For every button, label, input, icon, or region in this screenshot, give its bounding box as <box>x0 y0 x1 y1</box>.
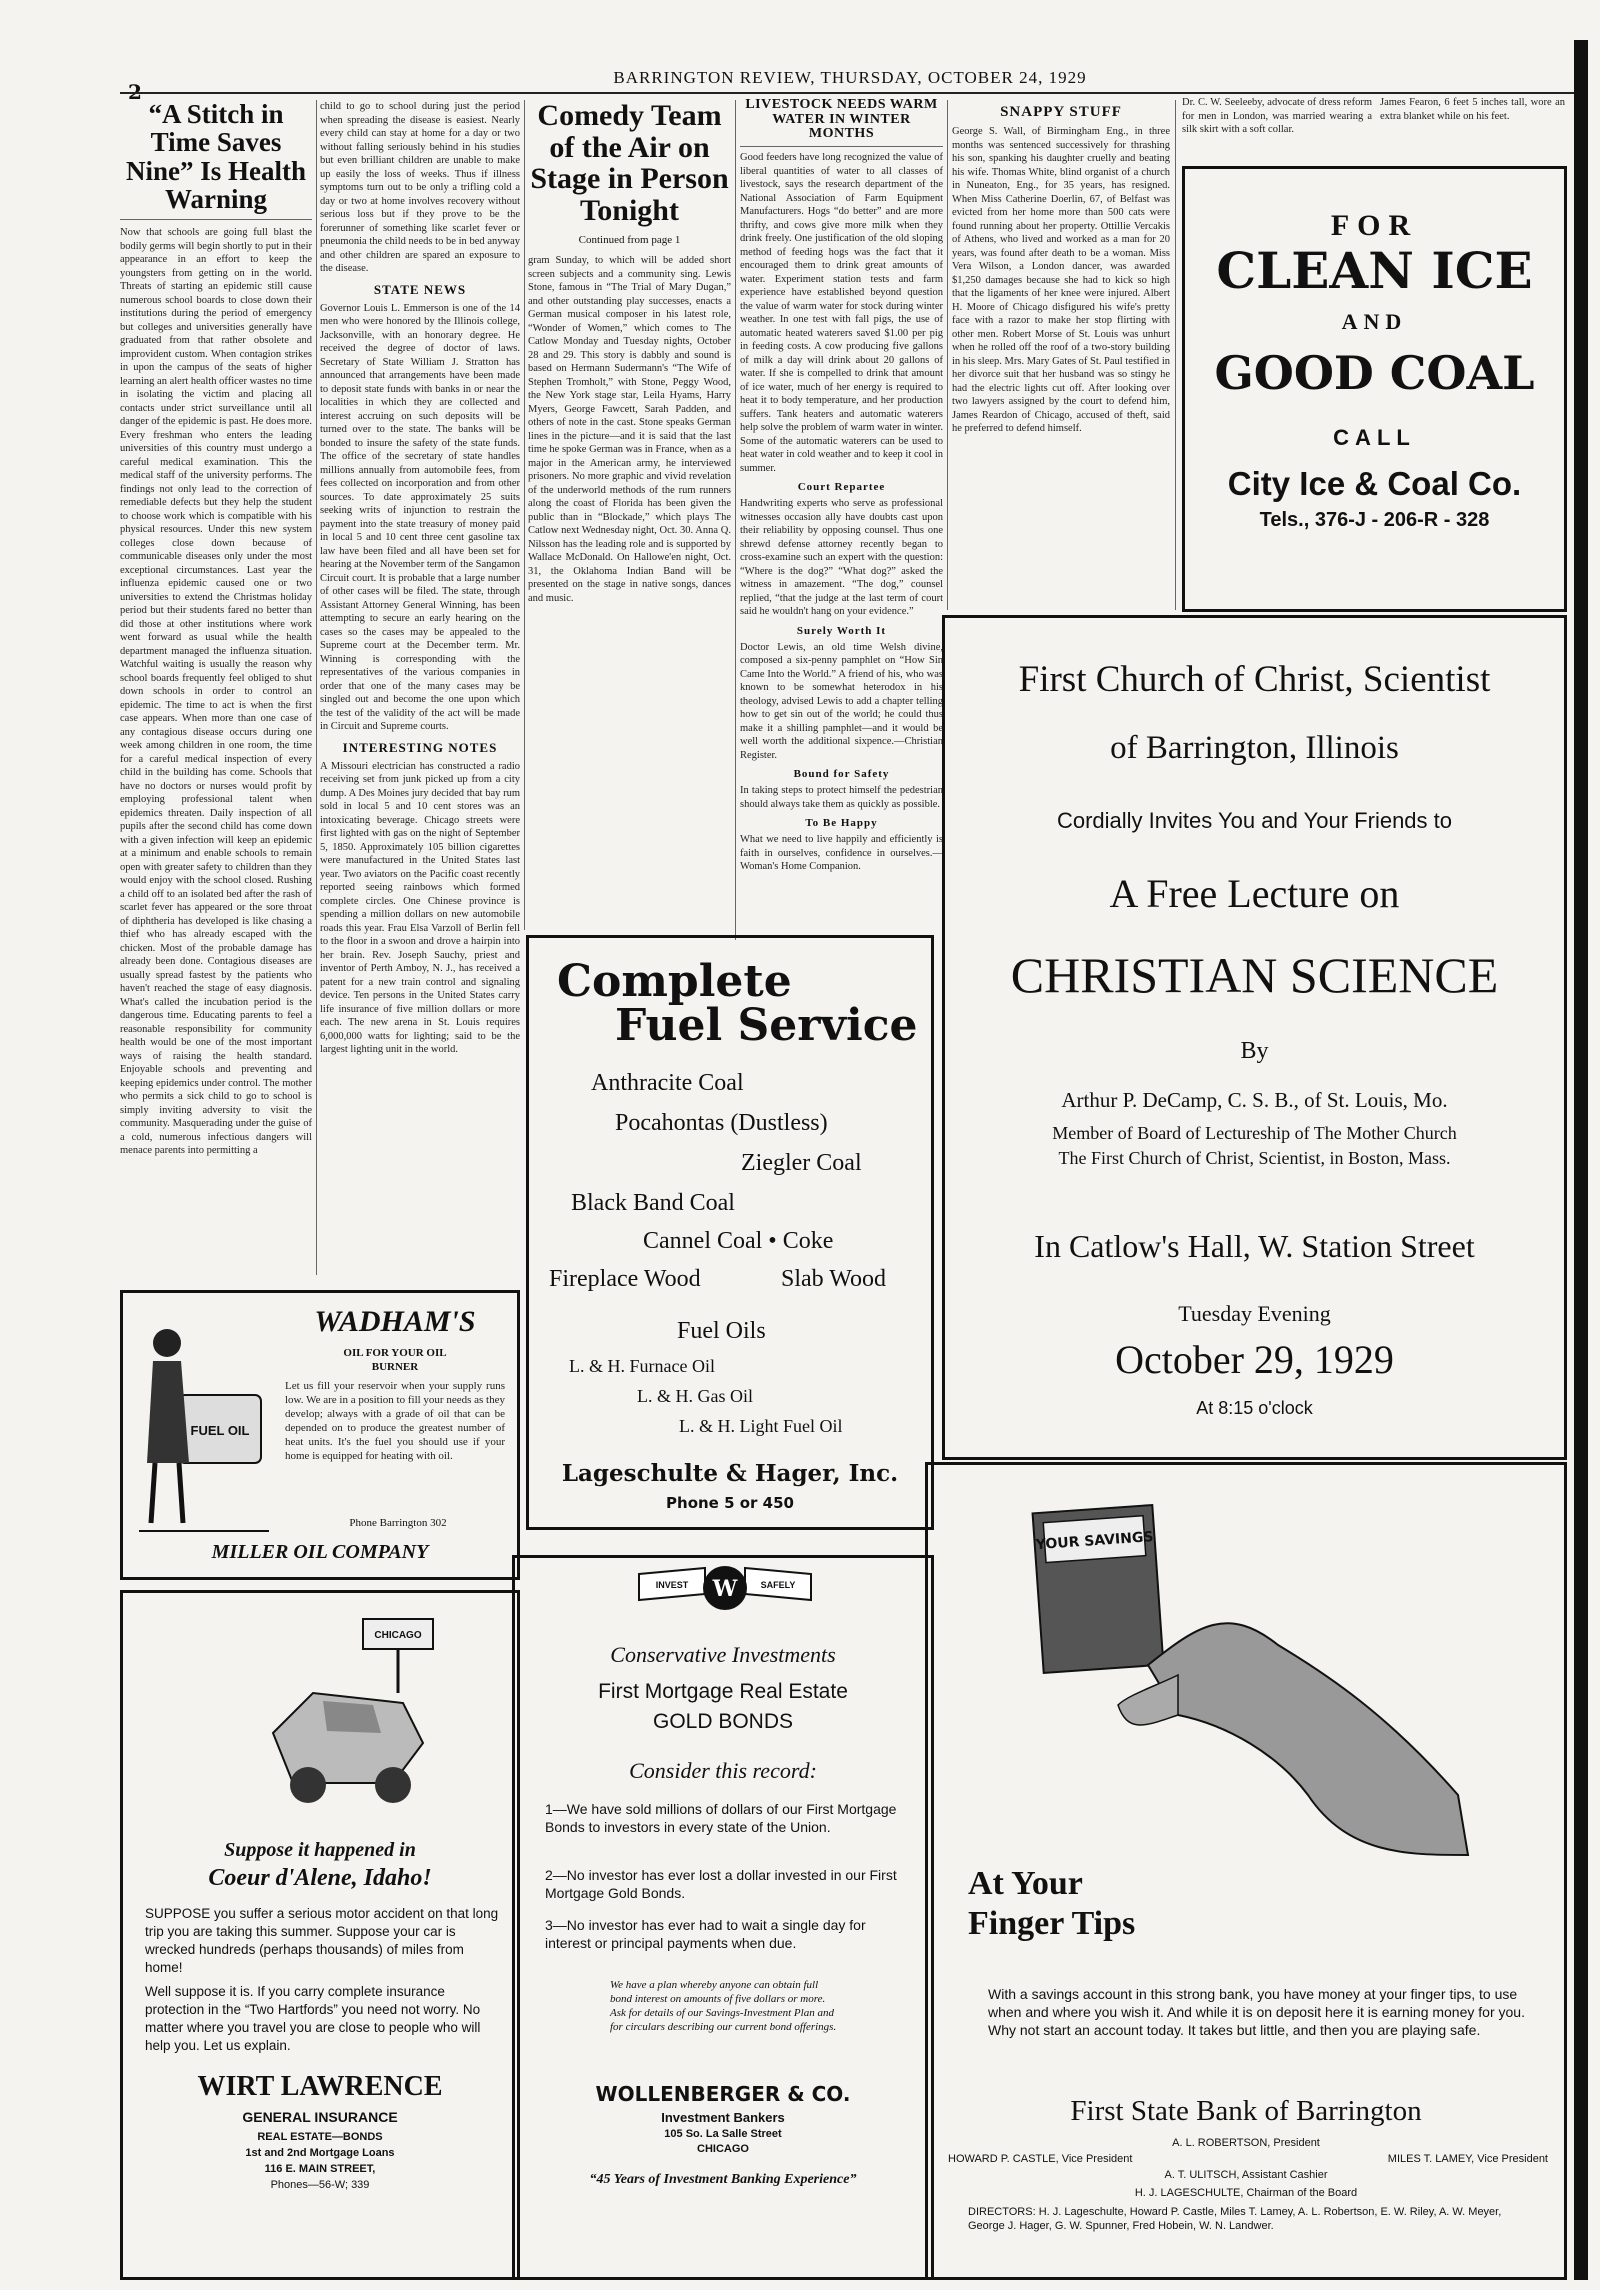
tank-label: FUEL OIL <box>190 1423 250 1438</box>
snappy-body: George S. Wall, of Birmingham Eng., in three months was sentenced successively for thrashing his son, spanking his daughter cruelly and beating his wife. Thomas White, blind organist of a church in Nuneaton, Eng., for 35 years, has resigned. When Miss Catherine Doerlin, 67, of Belfast was evicted from her home more than 500 cats were found running about her property. Ottillie Vercakis of Athens, who lived and worked as a man for 20 years, was found after death to be a woman. Miss Vera Wilson, a London dancer, was awarded $1,250 damages because she had to kick so high that the ligaments of her knee were injured. Albert H. Moore of Chicago disfigured his wife's pretty face with a razor to make her stop flirting with other men. Robert Morse of St. Louis was unhurt when he rolled off the roof of a two-story building in his sleep. Mrs. Mary Gates of St. Paul testified in her divorce suit that her husband was so stingy he had the electric lights cut off. After looking over two lawyers assigned by the court to defend him, James Reardon of Chicago, accused of theft, said he preferred to defend himself. <box>952 126 1170 434</box>
ad-line: CLEAN ICE <box>1216 241 1533 300</box>
ad-line: AND <box>1341 309 1408 334</box>
happy-body: What we need to live happily and efficiently is faith in ourselves, confidence in ourselves.—Woman's Home Companion. <box>740 834 943 873</box>
column-livestock <box>740 98 943 940</box>
ad-headline: Conservative Investments <box>610 1642 836 1667</box>
ad-headline: At Your <box>968 1865 1083 1902</box>
fuel-item: Black Band Coal <box>571 1190 735 1216</box>
ad-city: CHICAGO <box>697 2143 749 2155</box>
ad-officer: HOWARD P. CASTLE, Vice President <box>948 2153 1133 2165</box>
happy-title: To Be Happy <box>805 817 878 830</box>
lecture-time: At 8:15 o'clock <box>1196 1398 1313 1418</box>
fuel-item: Pocahontas (Dustless) <box>615 1110 828 1136</box>
lecture-member: Member of Board of Lectureship of The Mother Church <box>1052 1123 1457 1143</box>
ad-officer: MILES T. LAMEY, Vice President <box>1387 2153 1548 2165</box>
fuel-item: Slab Wood <box>781 1266 886 1292</box>
article-headline: Comedy Team of the Air on Stage in Person Tonight <box>530 100 729 227</box>
lecture-day: Tuesday Evening <box>1178 1301 1331 1326</box>
ad-title: Complete <box>557 956 792 1007</box>
ad-company: Lageschulte & Hager, Inc. <box>561 1460 899 1487</box>
ad-slogan: “45 Years of Investment Banking Experience” <box>589 2172 857 2187</box>
article-body: gram Sunday, to which will be added short screen subjects and a community sing. Lewis Stone, famous in “The Trial of Mary Dugan,” and other outstanding play successes, enacts a German musical composer in his latest role, “Wonder of Women,” which comes to The Catlow Monday and Tuesday nights, October 28 and 29. This story is dabbly and sound is based on Hermann Sudermann's “The Wife of Stephen Tromholt,” with Stone, Peggy Wood, the New York stage star, Leila Hyams, Harry Myers, George Fawcett, Sarah Padden, and others of note in the cast. Stone speaks German lines in the picture—and it is said that the last time he spoke German was in France, when as a major in the American army, he interviewed prisoners. No more graphic and vivid revelation of the underworld methods of the rum runners along the coast of Florida has been given the public than in “Blockade,” which plays The Catlow next Wednesday night, Oct. 30. Anna Q. Nilsson has the leading role and is supported by Wallace McDonald. On Hallowe'en night, Oct. 31, the Oklahoma Indian Band will be presented on the stage in native songs, dances and music. <box>528 255 731 604</box>
column-state-news <box>320 100 520 1280</box>
ad-company: WOLLENBERGER & CO. <box>595 2082 851 2106</box>
fuel-item: L. & H. Gas Oil <box>637 1386 753 1406</box>
interesting-notes-body: A Missouri electrician has constructed a radio receiving set from junk picked up from a city dump. A Des Moines jury decided that bay rum sold in local 5 and 10 cent stores was an intoxicating beverage. Chicago streets were first lighted with gas on the night of September 5, 1850. Approximately 105 billion cigarettes were manufactured in the United States last year. Two aviators on the Pacific coast recently reported seeing rainbows which formed complete circles. One Chinese province is spending a million dollars on new automobile roads this year. Frau Elsa Varzoll of Berlin fell to the floor in a swoon and drove a hairpin into her brain. Rev. Joseph Sauchy, priest and inventor of Perth Amboy, N. J., has received a patent for a new train control and signaling device. Ten persons in the United States carry life insurance of five million dollars or more each. The new arena in St. Louis requires 6,000,000 watts for lighting; said to be the largest lighting unit in the world. <box>320 760 520 1055</box>
ad-point: 1—We have sold millions of dollars of our First Mortgage Bonds to investors in every state of the Union. <box>545 1801 897 1835</box>
ad-title: Fuel Service <box>615 1000 918 1051</box>
ad-city-ice-coal <box>1182 166 1567 612</box>
lecture-member: The First Church of Christ, Scientist, in Boston, Mass. <box>1058 1148 1451 1168</box>
state-news-body: Governor Louis L. Emmerson is one of the 14 men who were honored by the Illinois college, Jacksonville, with an honorary degree. He received the degree of doctor of laws. Secretary of State William J. Stratton has announced that arrangements have been made to deposit state funds with banks in or near the localities in which they are collected and interest accruing on such deposits will be turned over to the state. The banks will be bonded to insure the safety of the state funds. The office of the secretary of state handles millions annually from automobile fees, from fees collected on incorporation and from other sources. To date approximately 25 suits seeking writs of injunction to restrain the payment into the state treasury of money paid in local 5 and 10 cent three cent gasoline tax law have been filed and all have been set for hearing at the November term of the Sangamon Circuit court. It is probable that a large number of other cases will be filed. The state, through Assistant Attorney General Winning, has been attempting to secure an early hearing on the cases so the cases may be appealed to the Supreme court at the December term. Mr. Winning is corresponding with the representatives of the various companies in order that one of the many cases may be singled out and become the one upon which the test of the validity of the act will be made in Circuit and Supreme courts. <box>320 302 520 732</box>
ad-illustration <box>1028 1495 1498 1935</box>
ad-line: First Mortgage Real Estate <box>598 1680 848 1703</box>
column-rule <box>735 100 736 940</box>
ad-christian-science-lecture <box>942 615 1567 1460</box>
column-rule <box>524 100 525 930</box>
ad-illustration <box>139 1303 269 1543</box>
column-rule <box>947 100 948 610</box>
continued-note: Continued from page 1 <box>578 234 681 246</box>
ad-phone: Phone Barrington 302 <box>349 1517 447 1529</box>
ad-headline: Suppose it happened in <box>224 1839 416 1861</box>
ad-bank-name: First State Bank of Barrington <box>1070 2095 1422 2127</box>
fuel-item: L. & H. Furnace Oil <box>569 1356 715 1376</box>
ad-consider: Consider this record: <box>629 1758 817 1783</box>
ad-phone: Phone 5 or 450 <box>666 1494 794 1512</box>
lecture-subject: CHRISTIAN SCIENCE <box>1010 947 1499 1003</box>
ad-emblem <box>635 1564 815 1612</box>
column-misc-notes <box>1182 96 1567 156</box>
svg-text:W: W <box>712 1576 738 1602</box>
ad-company: MILLER OIL COMPANY <box>211 1541 429 1563</box>
article-body: Now that schools are going full blast the bodily germs will begin shortly to put in their appearance in an effort to keep the youngsters from getting on in the world. Threats of starting an epidemic still cause numerous school boards to close down their institutions during the period of emergency but colleges and universities generally have graduated from that rather obsolete and improvident custom. When contagion strikes in upon the campus of the seats of higher learning an alert health officer wastes no time in isolating the victim and placing all contacts under strict surveillance until all danger of the epidemic is past. He does more. Every freshman who enters the leading universities of this country must undergo a careful medical examination. This the medical staff of the university performs. The findings not only lead to the correction of remediable defects but they help the student to choose work which is compatible with his physical resources. Under this new system colleges close down because of communicable diseases only under the most exceptional circumstances. Last year the influenza epidemic caused one or two universities to extend the Christmas holiday period but their students fared no better than did those at other institutions where work went forward as usual while the health department managed the influenza situation. Watchful waiting is usually the reason why school boards frequently feel obliged to shut down schools in order to control an epidemic. The time to act is when the first case appears. When more than one case of any contagious disease occurs during one week among children in one room, the time for a careful medical inspection of every child in the building has come. Schools that have no doctors or nurses would profit by employing professional talent when epidemics threaten. Daily inspection of all pupils after the second child has come down with a given infection will keep an epidemic at a minimum and enable schools to remain open with greater safety to children than they would enjoy with the school closed. Rushing a child off to an isolated bed after the rash of scarlet fever has appeared or the sore throat of diphtheria has developed is like chasing a thief who has already escaped with the chicken. Most of the probable damage has already been done. Contagious diseases are usually spread fastest by the patients who haven't reached the stage of easy diagnosis. What's called the incubation period is the dangerous time. Educating parents to feel a reasonable responsibility for community health would be one of the most important ways of raising the health standard. Enjoyable schools and preventing and keeping epidemics under control. The mother who permits a sick child to go to school is simply inviting adversity to visit the community. Masquerading under the guise of a cold, numerous infectious dangers will menace parents into permitting a <box>120 227 312 1157</box>
misc-note: Dr. C. W. Seeleeby, advocate of dress reform for men in London, was married wearing a silk skirt with a soft collar. <box>1182 97 1372 135</box>
court-body: Handwriting experts who serve as professional witnesses occasion ally have doubts cast upon their reliability by opposing counsel. Thus one shrewd defense attorney recently began to cross-examine such an expert with the question: “Where is the dog?” “What dog?” asked the witness in amazement. “The dog,” counsel replied, “that the judge at the last term of court said he wouldn't hang on your evidence.” <box>740 498 943 618</box>
ad-body: Well suppose it is. If you carry complete insurance protection in the “Two Hartfords” you need not worry. No matter where you travel you are close to people who will help you. Let us explain. <box>145 1984 481 2053</box>
lecture-date: October 29, 1929 <box>1115 1337 1394 1382</box>
ad-plan: We have a plan whereby anyone can obtain full bond interest on amounts of five dollars or more. Ask for details of our Savings-Investment Plan and for circulars describing our current bond offerings. <box>610 1979 837 2033</box>
ad-first-state-bank <box>925 1462 1567 2280</box>
ad-line: REAL ESTATE—BONDS <box>257 2131 383 2143</box>
ad-body: With a savings account in this strong bank, you have money at your finger tips, to use when and where you wish it. And while it is on deposit here it is earning money for you. Why not start an account today. It takes but little, and then you are playing safe. <box>988 1986 1525 2038</box>
masthead-rule <box>120 92 1575 94</box>
bound-body: In taking steps to protect himself the pedestrian should always take them as quickly as possible. <box>740 785 943 810</box>
ad-sub: BURNER <box>371 1361 419 1373</box>
fuel-item: Fireplace Wood <box>549 1266 701 1292</box>
ad-wirt-lawrence <box>120 1590 520 2280</box>
bound-title: Bound for Safety <box>793 768 890 781</box>
ad-line: GOOD COAL <box>1214 346 1535 400</box>
road-sign: CHICAGO <box>374 1630 422 1641</box>
ad-body: SUPPOSE you suffer a serious motor accident on that long trip you are taking this summer. Suppose your car is wrecked hundreds (perhaps thousands) of miles from home! <box>145 1906 499 1975</box>
lecture-speaker: Arthur P. DeCamp, C. S. B., of St. Louis, Mo. <box>1061 1088 1448 1112</box>
article-continuation: child to go to school during just the period when spreading the disease is easiest. Nearly every child can stay at home for a day or two without falling seriously behind in his studies but even brilliant children are unable to make up easily the loss of weeks. Thus if illness symptoms turn out to be only a trifling cold a day or two at home involves recovery without serious loss but if they prove to be the forerunner of something like scarlet fever or pneumonia the child needs to be in bed anyway and other children are spared an exposure to the disease. <box>320 101 520 274</box>
ad-address: 105 So. La Salle Street <box>664 2128 782 2140</box>
article-stitch-in-time <box>120 100 312 1280</box>
ad-officer: H. J. LAGESCHULTE, Chairman of the Board <box>1134 2187 1358 2199</box>
masthead: BARRINGTON REVIEW, THURSDAY, OCTOBER 24, 1929 <box>613 68 1087 87</box>
book-label: YOUR SAVINGS <box>1035 1529 1155 1554</box>
binding-edge <box>1574 40 1588 2280</box>
ad-wollenberger <box>512 1555 934 2280</box>
ad-miller-oil <box>120 1290 520 1580</box>
church-name: First Church of Christ, Scientist <box>1018 659 1491 700</box>
ad-brand: WADHAM'S <box>314 1305 476 1338</box>
column-rule <box>316 100 317 1275</box>
ad-line: FOR <box>1330 209 1419 242</box>
ad-officer: A. T. ULITSCH, Assistant Cashier <box>1164 2169 1328 2181</box>
state-news-title: STATE NEWS <box>373 281 467 297</box>
surely-title: Surely Worth It <box>796 624 887 637</box>
article-comedy-team <box>528 100 731 935</box>
livestock-headline: LIVESTOCK NEEDS WARM WATER IN WINTER MONTHS <box>745 98 938 142</box>
ad-directors: DIRECTORS: H. J. Lageschulte, Howard P. Castle, Miles T. Lamey, A. L. Robertson, E. W. Riley, A. W. Meyer, George J. Hager, G. W. Spunner, Fred Hobein, W. N. Landwer. <box>968 2206 1502 2232</box>
fuel-item: Fuel Oils <box>677 1318 766 1344</box>
ad-line: CALL <box>1333 425 1416 450</box>
ad-point: 2—No investor has ever lost a dollar invested in our First Mortgage Gold Bonds. <box>545 1867 897 1901</box>
ad-phones: Tels., 376-J - 206-R - 328 <box>1259 509 1490 531</box>
ad-company-sub: Investment Bankers <box>661 2110 785 2125</box>
ad-line: Phones—56-W; 339 <box>270 2179 370 2191</box>
ad-headline: Finger Tips <box>968 1905 1136 1942</box>
ad-line: GOLD BONDS <box>652 1710 794 1733</box>
church-location: of Barrington, Illinois <box>1110 730 1399 766</box>
ad-fuel-service <box>526 935 934 1530</box>
court-title: Court Repartee <box>797 481 886 494</box>
banner-left: INVEST <box>655 1580 689 1590</box>
fuel-item: L. & H. Light Fuel Oil <box>679 1416 843 1436</box>
column-snappy-stuff <box>952 98 1170 610</box>
livestock-body: Good feeders have long recognized the value of liberal quantities of water to all classes of livestock, says the research department of the National Association of Farm Equipment Manufacturers. Hogs “do better” and are more thrifty, and cows give more milk when they drink freely. One justification of the old sloping method of feeding hogs was the fact that it encouraged them to drink great amounts of water. Experiment station tests and farm experience have established beyond question the value of warm water for stock during winter weather. In one test with fall pigs, the use of automatic heated waterers saved $1.00 per pig in feeding costs. A cow producing five gallons of milk a day will drink about 20 gallons of water. If she is compelled to drink that amount of ice water, much of her energy is required to heat it to body temperature, and her production suffers. Tank heaters and automatic waterers help solve the problem of warm water in winter. Some of the automatic waterers can be used to heat water in cold weather and to keep it cool in summer. <box>740 152 943 474</box>
snappy-title: SNAPPY STUFF <box>1000 104 1122 120</box>
ad-officer: A. L. ROBERTSON, President <box>1172 2137 1320 2149</box>
fuel-item: Ziegler Coal <box>741 1150 862 1176</box>
column-rule <box>1175 100 1176 610</box>
ad-body: Let us fill your reservoir when your supply runs low. We are in a position to fill your needs as they develop; always with a grade of oil that can be depended on to produce the greatest number of heat units. It's the fuel you should use if your home is equipped for heating with oil. <box>285 1380 505 1462</box>
misc-note: James Fearon, 6 feet 5 inches tall, wore an extra blanket while on his feet. <box>1380 97 1565 122</box>
fuel-item: Cannel Coal • Coke <box>643 1228 834 1254</box>
ad-sub: OIL FOR YOUR OIL <box>343 1347 447 1359</box>
lecture-place: In Catlow's Hall, W. Station Street <box>1034 1228 1475 1264</box>
ad-headline: Coeur d'Alene, Idaho! <box>208 1865 432 1891</box>
ad-point: 3—No investor has ever had to wait a single day for interest or principal payments when due. <box>545 1917 866 1951</box>
article-headline: “A Stitch in Time Saves Nine” Is Health Warning <box>125 100 306 215</box>
surely-body: Doctor Lewis, an old time Welsh divine, composed a six-penny pamphlet on “How Sin Came Into the World.” A friend of his, who was known to be somewhat heterodox in his theology, advised Lewis to add a chapter telling how to get sin out of the world; he could thus make it a shilling pamphlet—and it would be well worth the additional sixpence.—Christian Register. <box>740 641 943 761</box>
lecture-by: By <box>1240 1038 1269 1064</box>
divider <box>740 146 943 147</box>
ad-type: GENERAL INSURANCE <box>242 2109 398 2125</box>
ad-line: 1st and 2nd Mortgage Loans <box>245 2147 395 2159</box>
ad-line: 116 E. MAIN STREET, <box>264 2163 376 2175</box>
ad-company: City Ice & Coal Co. <box>1227 465 1522 502</box>
fuel-item: Anthracite Coal <box>591 1070 744 1096</box>
banner-right: SAFELY <box>760 1580 796 1590</box>
lecture-line: A Free Lecture on <box>1109 871 1400 916</box>
ad-illustration <box>253 1613 453 1813</box>
interesting-notes-title: INTERESTING NOTES <box>342 739 498 755</box>
divider <box>120 219 312 220</box>
ad-agent: WIRT LAWRENCE <box>197 2071 443 2102</box>
church-invite: Cordially Invites You and Your Friends to <box>1056 808 1453 833</box>
